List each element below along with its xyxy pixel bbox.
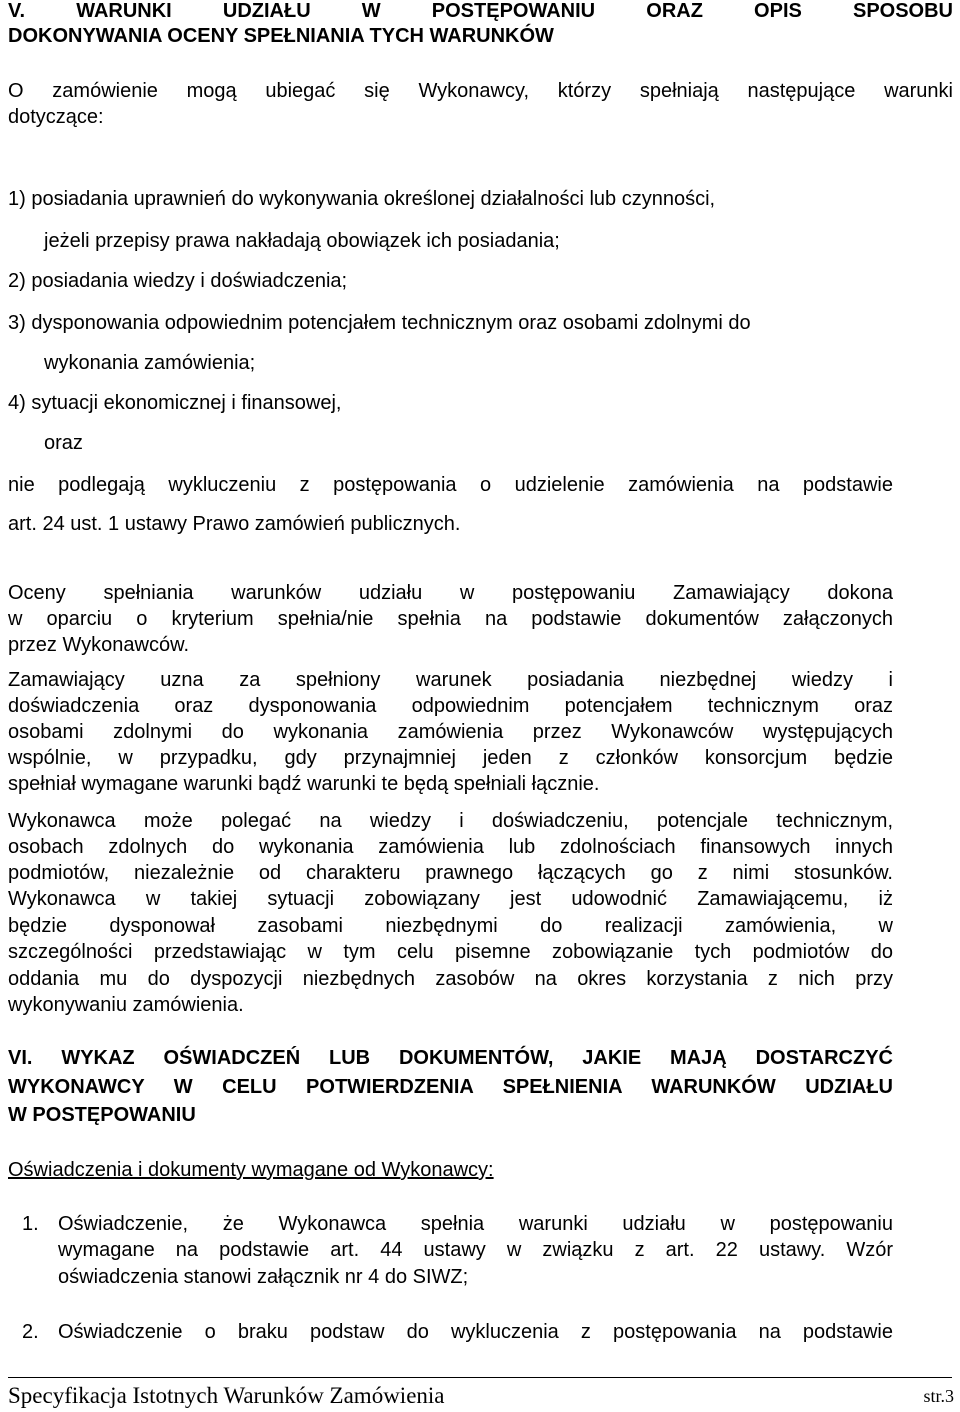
- section-5-heading-line-1: V. WARUNKI UDZIAŁU W POSTĘPOWANIU ORAZ OPIS SPOSOBU: [8, 0, 953, 22]
- exclusion-line-1: nie podlegają wykluczeniu z postępowania o udzielenie zamówienia na podstawie: [8, 474, 893, 496]
- para-1-line-3: przez Wykonawców.: [8, 634, 189, 656]
- intro-line-2: dotyczące:: [8, 106, 104, 128]
- para-1-line-2: w oparciu o kryterium spełnia/nie spełnia na podstawie dokumentów załączonych: [8, 608, 893, 630]
- footer-document-title: Specyfikacja Istotnych Warunków Zamówienia: [8, 1383, 445, 1408]
- para-3-line-7: oddania mu do dyspozycji niezbędnych zasobów na okres korzystania z nich przy: [8, 968, 893, 990]
- para-2-line-3: osobami zdolnymi do wykonania zamówienia przez Wykonawców występujących: [8, 721, 893, 743]
- para-3-line-1: Wykonawca może polegać na wiedzy i doświadczeniu, potencjale technicznym,: [8, 810, 893, 832]
- condition-4: 4) sytuacji ekonomicznej i finansowej,: [8, 392, 342, 414]
- para-3-line-6: szczególności przedstawiając w tym celu pisemne zobowiązanie tych podmiotów do: [8, 941, 893, 963]
- para-3-line-5: będzie dysponował zasobami niezbędnymi do realizacji zamówienia, w: [8, 915, 893, 937]
- condition-2: 2) posiadania wiedzy i doświadczenia;: [8, 270, 348, 292]
- footer-divider: [8, 1377, 952, 1378]
- condition-3-continuation: wykonania zamówienia;: [44, 352, 256, 374]
- condition-1-continuation: jeżeli przepisy prawa nakładają obowiązek ich posiadania;: [44, 230, 560, 252]
- item-2-line-1: Oświadczenie o braku podstaw do wykluczenia z postępowania na podstawie: [58, 1321, 893, 1343]
- exclusion-line-2: art. 24 ust. 1 ustawy Prawo zamówień publicznych.: [8, 513, 461, 535]
- intro-line-1: O zamówienie mogą ubiegać się Wykonawcy, którzy spełniają następujące warunki: [8, 80, 953, 102]
- section-5-heading-line-2: DOKONYWANIA OCENY SPEŁNIANIA TYCH WARUNKÓW: [8, 25, 554, 47]
- para-2-line-4: wspólnie, w przypadku, gdy przynajmniej jeden z członków konsorcjum będzie: [8, 747, 893, 769]
- item-1-line-3: oświadczenia stanowi załącznik nr 4 do SIWZ;: [58, 1266, 469, 1288]
- item-2-number: 2.: [22, 1321, 39, 1343]
- item-1-line-1: Oświadczenie, że Wykonawca spełnia warunki udziału w postępowaniu: [58, 1213, 893, 1235]
- para-3-line-8: wykonywaniu zamówienia.: [8, 994, 244, 1016]
- item-1-line-2: wymagane na podstawie art. 44 ustawy w związku z art. 22 ustawy. Wzór: [58, 1239, 893, 1261]
- documents-subheading: Oświadczenia i dokumenty wymagane od Wykonawcy:: [8, 1159, 494, 1181]
- condition-1: 1) posiadania uprawnień do wykonywania określonej działalności lub czynności,: [8, 188, 716, 210]
- section-6-heading-line-1: VI. WYKAZ OŚWIADCZEŃ LUB DOKUMENTÓW, JAKIE MAJĄ DOSTARCZYĆ: [8, 1047, 893, 1069]
- para-2-line-2: doświadczenia oraz dysponowania odpowiednim potencjałem technicznym oraz: [8, 695, 893, 717]
- para-1-line-1: Oceny spełniania warunków udziału w postępowaniu Zamawiający dokona: [8, 582, 893, 604]
- conjunction-oraz: oraz: [44, 432, 83, 454]
- para-3-line-4: Wykonawca w takiej sytuacji zobowiązany jest udowodnić Zamawiającemu, iż: [8, 888, 893, 910]
- footer-page-number: str.3: [923, 1386, 954, 1406]
- para-3-line-3: podmiotów, niezależnie od charakteru prawnego łączących go z nimi stosunków.: [8, 862, 893, 884]
- item-1-number: 1.: [22, 1213, 39, 1235]
- section-6-heading-line-3: W POSTĘPOWANIU: [8, 1104, 196, 1126]
- para-2-line-1: Zamawiający uzna za spełniony warunek posiadania niezbędnej wiedzy i: [8, 669, 893, 691]
- section-6-heading-line-2: WYKONAWCY W CELU POTWIERDZENIA SPEŁNIENIA WARUNKÓW UDZIAŁU: [8, 1076, 893, 1098]
- para-3-line-2: osobach zdolnych do wykonania zamówienia lub zdolnościach finansowych innych: [8, 836, 893, 858]
- condition-3: 3) dysponowania odpowiednim potencjałem technicznym oraz osobami zdolnymi do: [8, 312, 751, 334]
- para-2-line-5: spełniał wymagane warunki bądź warunki te będą spełniali łącznie.: [8, 773, 600, 795]
